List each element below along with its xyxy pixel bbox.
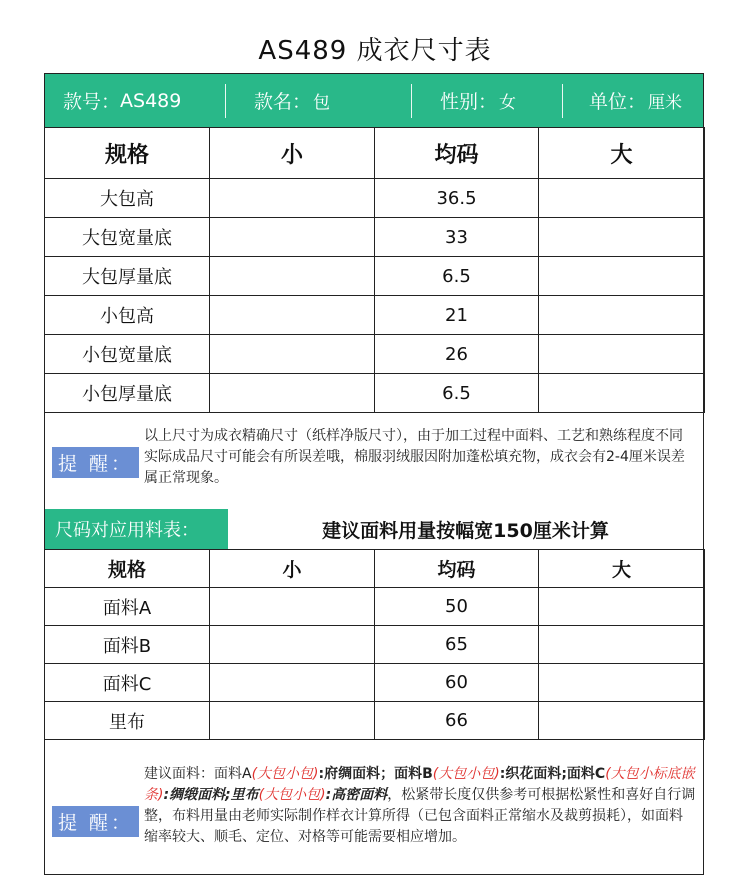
table-row (45, 374, 705, 413)
header-cell-one-size: 均码 (375, 128, 539, 179)
highlight-run: (大包小包) (432, 766, 500, 782)
cell-one-size: 36.5 (375, 179, 539, 218)
header-cell-large: 大 (539, 550, 705, 588)
header-cell-spec: 规格 (45, 128, 210, 179)
unit-label: 单位： (589, 91, 647, 113)
cell-large (539, 179, 705, 218)
row-name: 大包厚量底 (45, 257, 210, 296)
cell-large (539, 257, 705, 296)
row-name: 小包厚量底 (45, 374, 210, 413)
style-name-value: 包 (313, 93, 331, 113)
cell-small (210, 374, 375, 413)
cell-one-size: 6.5 (375, 257, 539, 296)
header-divider (411, 84, 412, 118)
style-number-label: 款号： (63, 91, 121, 113)
gender-label: 性别： (440, 91, 498, 113)
text-run: 建议面料：面料A (144, 766, 252, 782)
style-name (226, 74, 411, 127)
cell-small (210, 257, 375, 296)
cell-large (539, 335, 705, 374)
cell-large (539, 296, 705, 335)
cell-one-size: 21 (375, 296, 539, 335)
fabric-section-header (45, 509, 703, 549)
unit (563, 74, 701, 127)
unit-value: 厘米 (648, 93, 683, 113)
cell-one-size: 66 (375, 702, 539, 740)
text-run: :织花面料;面料C (499, 766, 606, 782)
table-row (45, 179, 705, 218)
cell-large (539, 702, 705, 740)
table-row (45, 664, 705, 702)
table-row (45, 335, 705, 374)
table-row (45, 702, 705, 740)
cell-small (210, 179, 375, 218)
size-table (44, 127, 705, 413)
gender (412, 74, 562, 127)
cell-small (210, 664, 375, 702)
reminder-text: 以上尺寸为成衣精确尺寸（纸样净版尺寸），由于加工过程中面料、工艺和熟练程度不同实际成品尺寸可能会有所误差哦，棉服羽绒服因附加蓬松填充物，成衣会有2-4厘米误差属正常现象。 (144, 428, 685, 486)
style-number-value: AS489 (120, 89, 182, 112)
header-cell-large: 大 (539, 128, 705, 179)
cell-one-size: 50 (375, 588, 539, 626)
style-number (45, 74, 225, 127)
cell-small (210, 335, 375, 374)
table-row (45, 257, 705, 296)
header-cell-small: 小 (210, 550, 375, 588)
table-row (45, 296, 705, 335)
table-row (45, 218, 705, 257)
cell-one-size: 6.5 (375, 374, 539, 413)
header-divider (225, 84, 226, 118)
cell-small (210, 626, 375, 664)
cell-small (210, 218, 375, 257)
table-row (45, 588, 705, 626)
cell-one-size: 65 (375, 626, 539, 664)
header-divider (562, 84, 563, 118)
reminder-box (45, 414, 703, 509)
text-run: :绸缎面料;里布 (163, 787, 259, 803)
reminder-label: 提 醒： (52, 447, 139, 478)
header-cell-one-size: 均码 (375, 550, 539, 588)
row-name: 小包宽量底 (45, 335, 210, 374)
info-header-bar (45, 74, 703, 127)
cell-small (210, 296, 375, 335)
text-run: :府绸面料；面料B (318, 766, 433, 782)
cell-large (539, 588, 705, 626)
table-row (45, 626, 705, 664)
row-name: 小包高 (45, 296, 210, 335)
row-name: 大包宽量底 (45, 218, 210, 257)
row-name: 里布 (45, 702, 210, 740)
cell-one-size: 60 (375, 664, 539, 702)
cell-small (210, 588, 375, 626)
row-name: 面料C (45, 664, 210, 702)
style-name-label: 款名： (254, 91, 312, 113)
cell-large (539, 374, 705, 413)
row-name: 面料B (45, 626, 210, 664)
reminder-box-2 (45, 744, 703, 874)
row-name: 面料A (45, 588, 210, 626)
cell-one-size: 26 (375, 335, 539, 374)
highlight-run: (大包小包) (258, 787, 326, 803)
size-table-header (45, 128, 705, 179)
cell-large (539, 218, 705, 257)
fabric-table-header (45, 550, 705, 588)
gender-value: 女 (499, 93, 517, 113)
fabric-section-note: 建议面料用量按幅宽150厘米计算 (322, 519, 609, 542)
text-run: :高密面料 (325, 787, 388, 803)
row-name: 大包高 (45, 179, 210, 218)
fabric-suggestion-text (144, 764, 696, 848)
fabric-section-label: 尺码对应用料表： (45, 509, 228, 549)
page-title: AS489 成衣尺寸表 (258, 36, 492, 66)
header-cell-spec: 规格 (45, 550, 210, 588)
size-chart-frame (44, 73, 704, 875)
cell-large (539, 626, 705, 664)
highlight-run: (大包小标底嵌条) (144, 766, 695, 803)
fabric-table (44, 549, 705, 740)
cell-large (539, 664, 705, 702)
text-run: ，松紧带长度仅供参考可根据松紧性和喜好自行调整，布料用量由老师实际制作样衣计算所得（已包含面料正常缩水及裁剪损耗），如面料缩率较大、顺毛、定位、对格等可能需要相应增加。 (144, 787, 696, 845)
cell-small (210, 702, 375, 740)
cell-one-size: 33 (375, 218, 539, 257)
highlight-run: (大包小包) (251, 766, 319, 782)
reminder-label: 提 醒： (52, 806, 139, 837)
header-cell-small: 小 (210, 128, 375, 179)
